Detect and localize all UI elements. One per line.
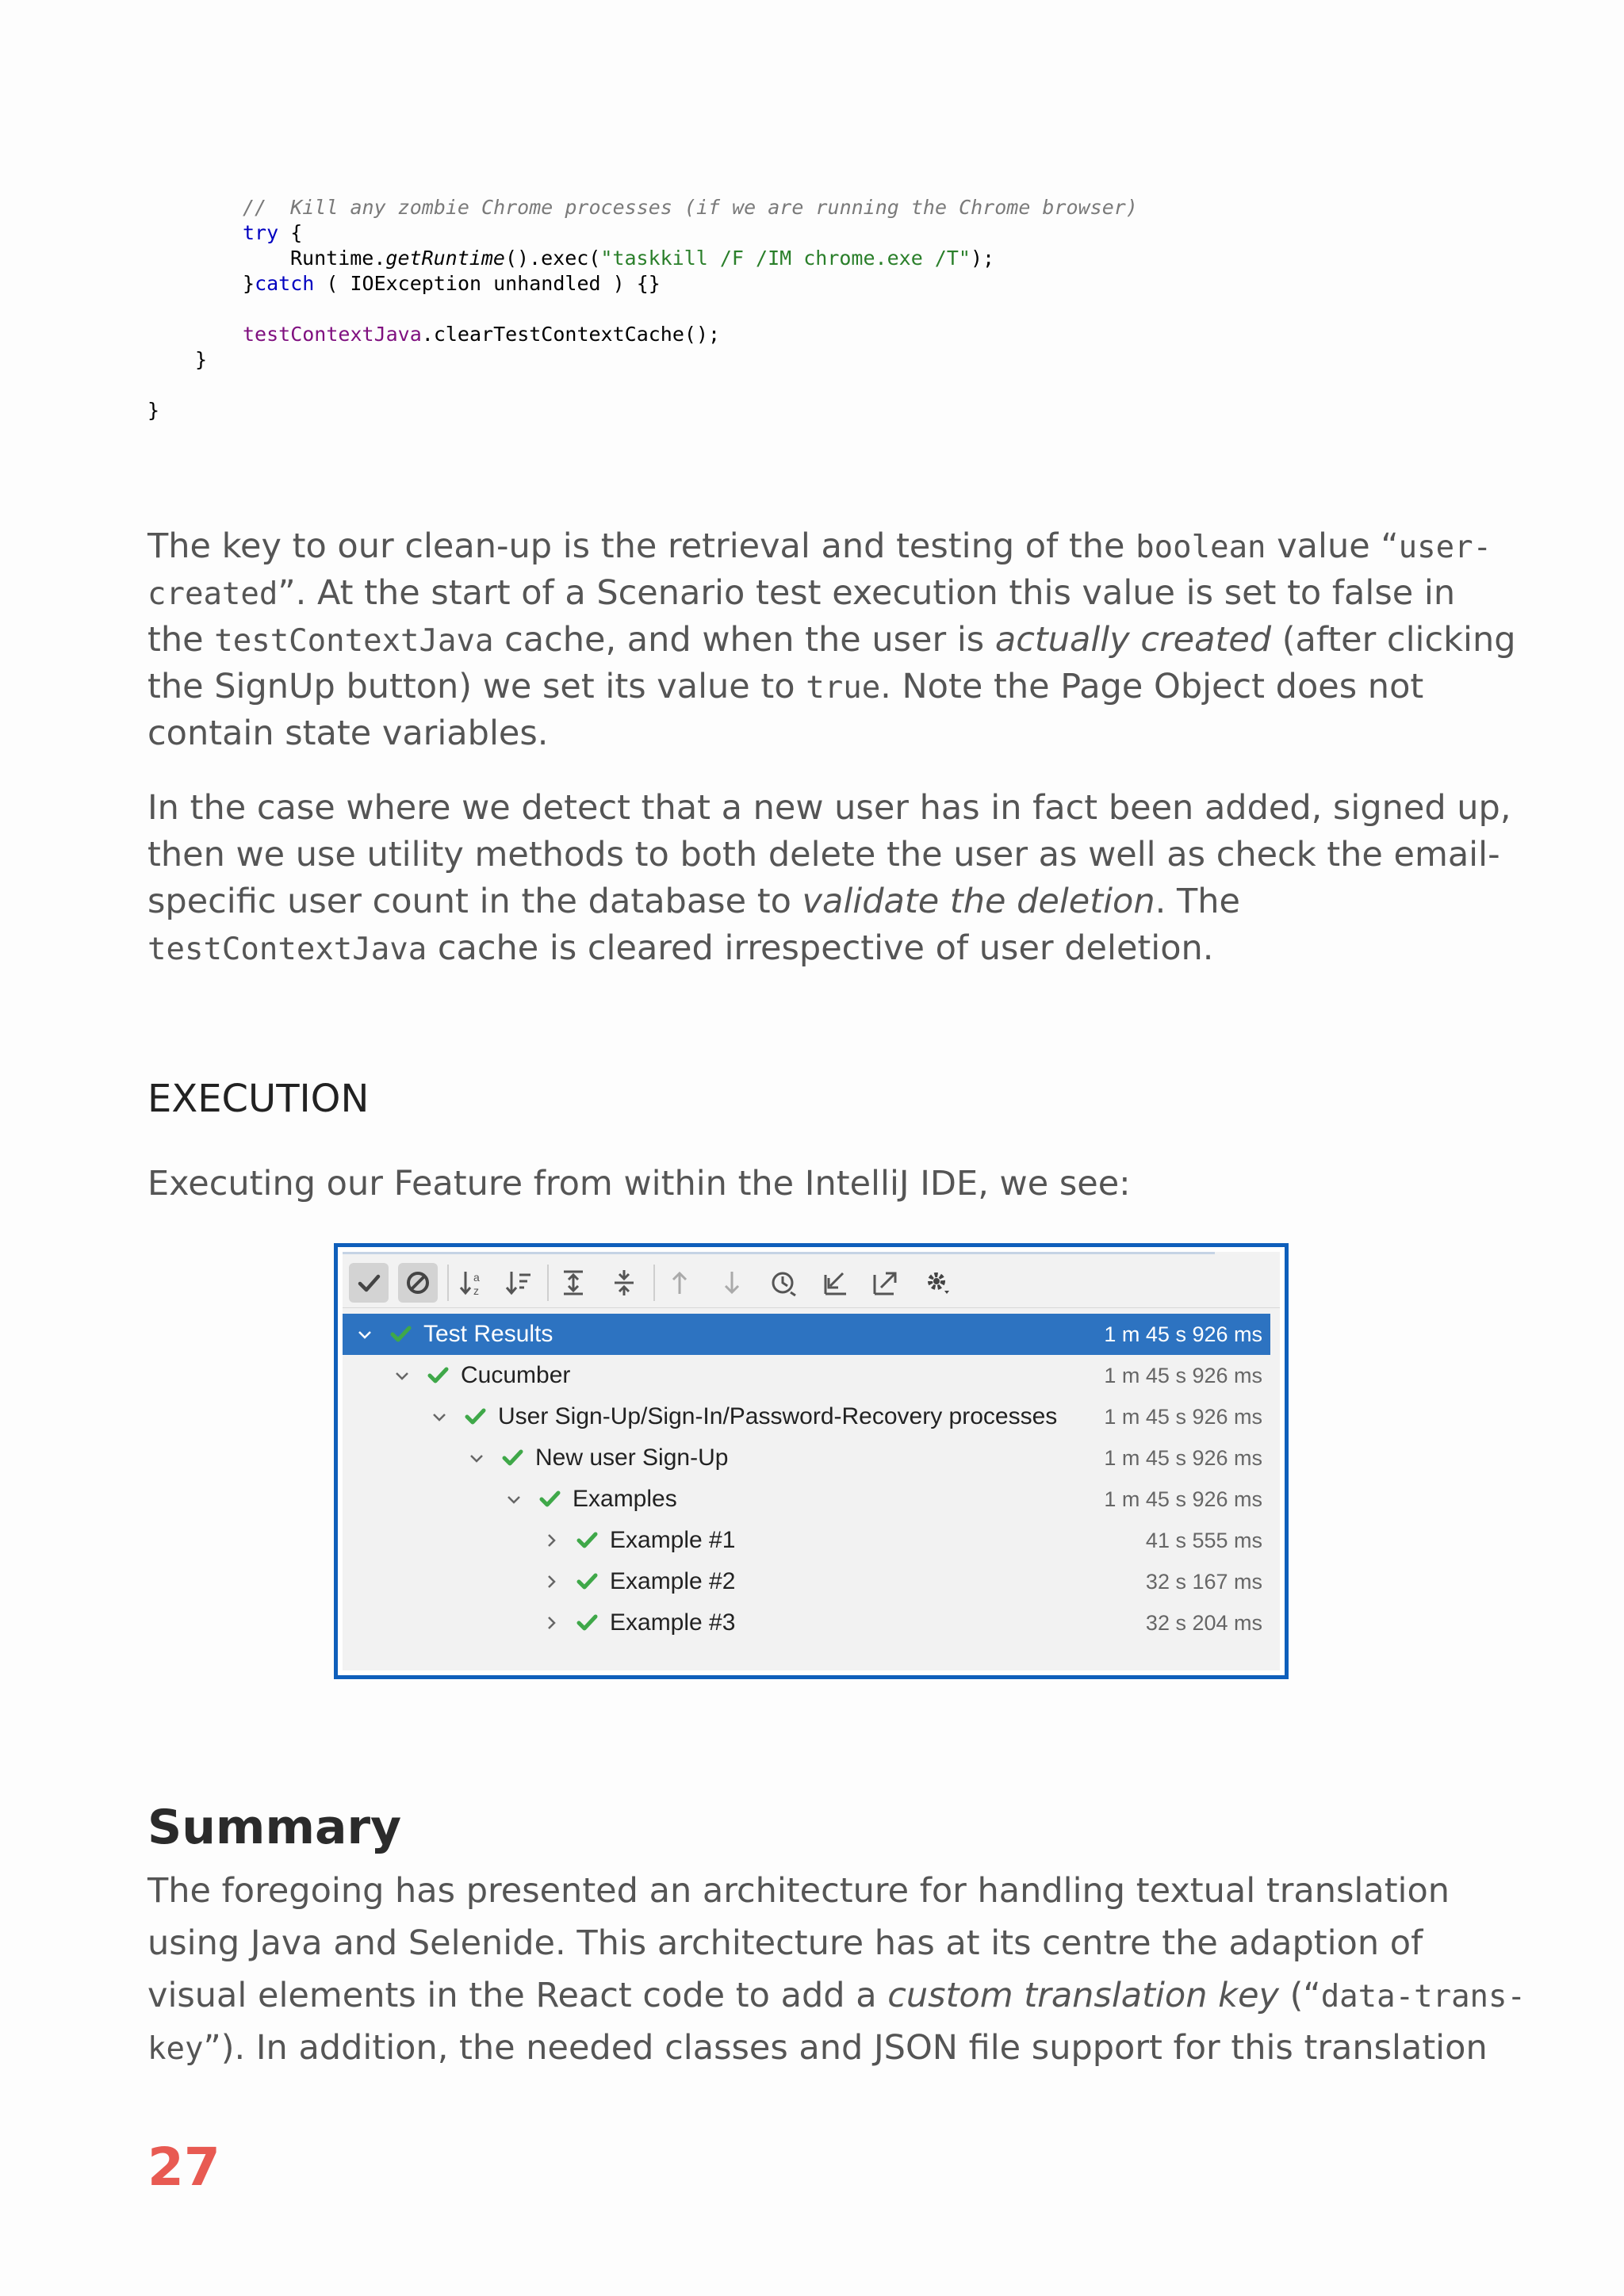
chevron-down-icon[interactable]: [428, 1396, 450, 1437]
code-close-inner: }: [195, 348, 208, 371]
exec-close: );: [970, 247, 995, 270]
try-brace: {: [278, 221, 303, 244]
chevron-right-icon[interactable]: [540, 1561, 562, 1602]
summary-line4: key”). In addition, the needed classes and JSON file support for this translation: [147, 2028, 1488, 2068]
page-number: 27: [147, 2137, 220, 2198]
code-try-line: [243, 220, 302, 246]
expand-all-icon[interactable]: [553, 1263, 593, 1303]
check-icon: [462, 1396, 488, 1437]
tree-row-duration: 41 s 555 ms: [1145, 1529, 1262, 1552]
chevron-down-icon[interactable]: [503, 1479, 525, 1520]
summary-paragraph: [147, 1865, 1526, 2074]
tree-row-label: Example #2: [610, 1568, 736, 1594]
export-icon[interactable]: [866, 1263, 906, 1303]
check-icon: [536, 1479, 563, 1520]
tree-row[interactable]: [343, 1479, 1270, 1520]
tree-row[interactable]: [343, 1396, 1270, 1437]
code-clear-line: [243, 322, 720, 347]
para1-line2: created”. At the start of a Scenario test execution this value is set to false in: [147, 573, 1456, 613]
test-results-tree: [343, 1314, 1270, 1644]
para2-line3: specific user count in the database to validate the deletion. The: [147, 882, 1240, 921]
catch-keyword: catch: [255, 272, 315, 295]
chevron-right-icon[interactable]: [540, 1520, 562, 1561]
arrow-up-icon[interactable]: [660, 1263, 699, 1303]
chevron-down-icon[interactable]: [354, 1314, 376, 1355]
tree-row[interactable]: [343, 1314, 1270, 1355]
tree-row-duration: 1 m 45 s 926 ms: [1104, 1405, 1262, 1429]
tree-row-label: Test Results: [423, 1321, 553, 1347]
summary-line2: using Java and Selenide. This architecture has at its centre the adaption of: [147, 1923, 1423, 1963]
chevron-right-icon[interactable]: [540, 1602, 562, 1644]
check-icon: [499, 1437, 526, 1479]
check-icon[interactable]: [349, 1263, 389, 1303]
paragraph-cleanup: [147, 523, 1516, 757]
collapse-all-icon[interactable]: [604, 1263, 644, 1303]
summary-title: Summary: [147, 1800, 402, 1855]
para2-line2: then we use utility methods to both delete the user as well as check the email-: [147, 835, 1500, 874]
check-icon: [387, 1314, 414, 1355]
tree-row[interactable]: [343, 1561, 1270, 1602]
tree-row-duration: 1 m 45 s 926 ms: [1104, 1487, 1262, 1511]
code-comment: // Kill any zombie Chrome processes (if we are running the Chrome browser): [243, 196, 1138, 219]
clear-call: .clearTestContextCache();: [421, 323, 721, 346]
tree-row[interactable]: [343, 1437, 1270, 1479]
code-close-outer: }: [147, 399, 160, 422]
tree-row-duration: 1 m 45 s 926 ms: [1104, 1364, 1262, 1387]
catch-brace: }: [243, 272, 255, 295]
cancel-icon[interactable]: [398, 1263, 438, 1303]
catch-rest: ( IOException unhandled ) {}: [314, 272, 661, 295]
chevron-down-icon[interactable]: [465, 1437, 488, 1479]
exec-arg: "taskkill /F /IM chrome.exe /T": [600, 247, 971, 270]
check-icon: [424, 1355, 451, 1396]
check-icon: [573, 1520, 600, 1561]
tree-row-label: User Sign-Up/Sign-In/Password-Recovery processes: [498, 1403, 1058, 1429]
tree-row-duration: 32 s 204 ms: [1145, 1611, 1262, 1635]
tree-row-label: Examples: [573, 1486, 677, 1512]
runtime-method: getRuntime: [385, 247, 505, 270]
svg-text:z: z: [473, 1284, 479, 1297]
chevron-down-icon[interactable]: [391, 1355, 413, 1396]
paragraph-deletion: [147, 785, 1511, 972]
para2-line1: In the case where we detect that a new user has in fact been added, signed up,: [147, 788, 1511, 828]
gear-icon[interactable]: [918, 1263, 958, 1303]
test-runner-toolbar: [343, 1252, 1280, 1308]
tree-row-label: Cucumber: [461, 1362, 571, 1388]
svg-text:a: a: [473, 1271, 480, 1284]
sort-duration-icon[interactable]: [500, 1263, 539, 1303]
summary-line1: The foregoing has presented an architecture for handling textual translation: [147, 1871, 1450, 1911]
tree-row[interactable]: [343, 1602, 1270, 1644]
execution-text: Executing our Feature from within the IntelliJ IDE, we see:: [147, 1164, 1131, 1203]
tree-row[interactable]: [343, 1355, 1270, 1396]
code-exec-line: [290, 246, 994, 271]
summary-line3: visual elements in the React code to add a custom translation key (“data-trans-: [147, 1976, 1526, 2015]
history-icon[interactable]: [764, 1263, 804, 1303]
ide-test-results-panel: [334, 1243, 1289, 1679]
tree-row-label: Example #3: [610, 1609, 736, 1636]
para2-line4: testContextJava cache is cleared irrespective of user deletion.: [147, 928, 1214, 968]
tree-row-duration: 1 m 45 s 926 ms: [1104, 1446, 1262, 1470]
tree-row-label: Example #1: [610, 1527, 736, 1553]
code-catch-line: [243, 271, 661, 297]
para1-line3: the testContextJava cache, and when the user is actually created (after clicking: [147, 620, 1516, 660]
check-icon: [573, 1561, 600, 1602]
tree-row-duration: 32 s 167 ms: [1145, 1570, 1262, 1594]
check-icon: [573, 1602, 600, 1644]
import-icon[interactable]: [815, 1263, 855, 1303]
runtime-prefix: Runtime.: [290, 247, 386, 270]
tree-row-duration: 1 m 45 s 926 ms: [1104, 1322, 1262, 1346]
sort-alpha-icon[interactable]: [454, 1263, 493, 1303]
para1-line1: The key to our clean-up is the retrieval and testing of the boolean value “user-: [147, 526, 1492, 566]
execution-heading: EXECUTION: [147, 1077, 370, 1121]
para1-line4: the SignUp button) we set its value to true. Note the Page Object does not: [147, 667, 1424, 706]
para1-line5: contain state variables.: [147, 714, 549, 753]
exec-open: ().exec(: [504, 247, 601, 270]
try-keyword: try: [243, 221, 279, 244]
tree-row[interactable]: [343, 1520, 1270, 1561]
tree-row-label: New user Sign-Up: [535, 1445, 729, 1471]
arrow-down-icon[interactable]: [712, 1263, 752, 1303]
code-field: testContextJava: [243, 323, 422, 346]
